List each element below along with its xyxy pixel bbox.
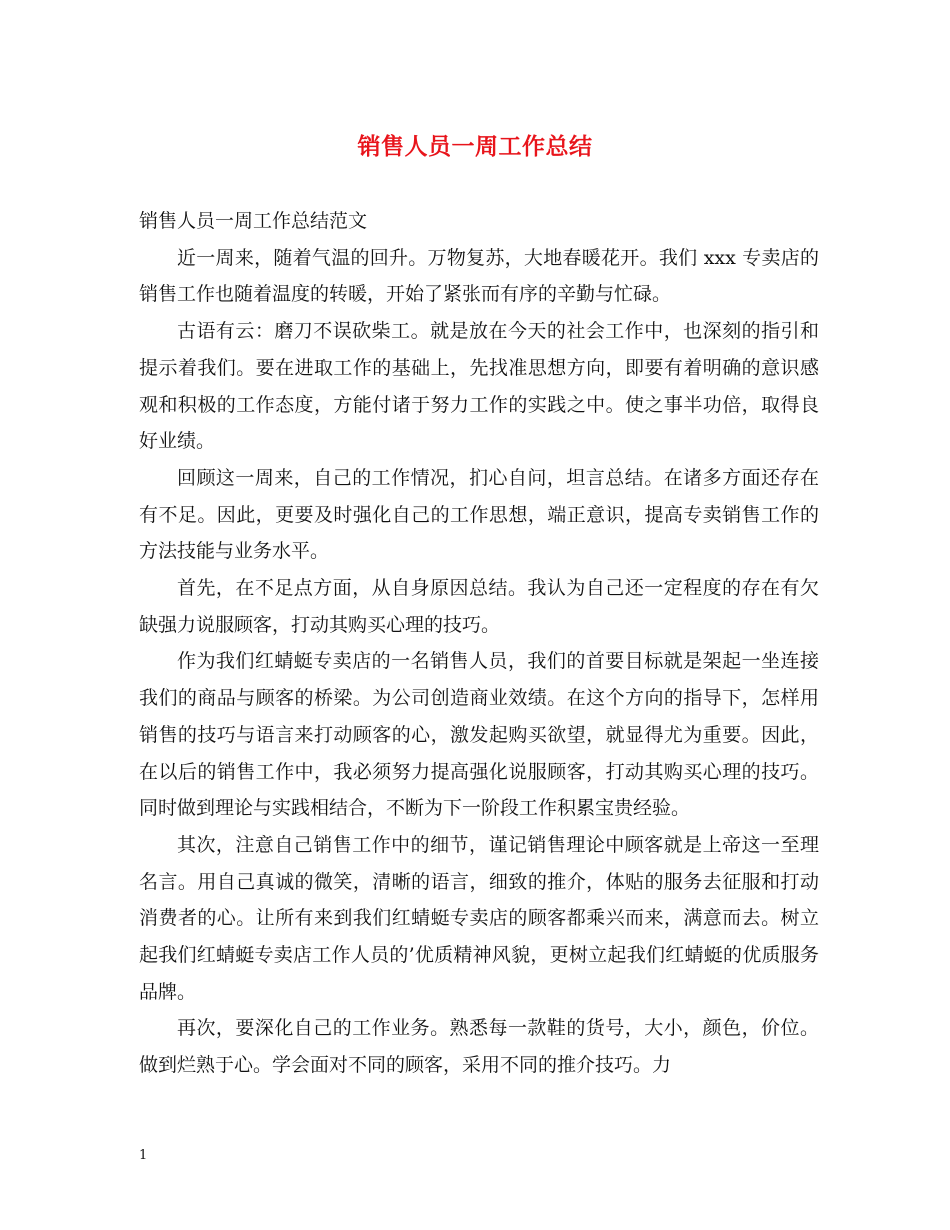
paragraph: 古语有云：磨刀不误砍柴工。就是放在今天的社会工作中，也深刻的指引和提示着我们。要在进取工作的基础上，先找准思想方向，即要有着明确的意识感观和积极的工作态度，方能付诸于努力工作的实践之中。使之事半功倍，取得良好业绩。 bbox=[139, 320, 819, 453]
paragraph: 作为我们红蜻蜓专卖店的一名销售人员，我们的首要目标就是架起一坐连接我们的商品与顾客的桥梁。为公司创造商业效绩。在这个方向的指导下，怎样用销售的技巧与语言来打动顾客的心，激发起购买欲望，就显得尤为重要。因此，在以后的销售工作中，我必须努力提高强化说服顾客，打动其购买心理的技巧。同时做到理论与实践相结合，不断为下一阶段工作积累宝贵经验。 bbox=[139, 650, 819, 820]
paragraph: 回顾这一周来，自己的工作情况，扪心自问，坦言总结。在诸多方面还存在有不足。因此，更要及时强化自己的工作思想，端正意识，提高专卖销售工作的方法技能与业务水平。 bbox=[139, 466, 819, 563]
page-number: 1 bbox=[139, 1148, 148, 1163]
paragraph: 其次，注意自己销售工作中的细节，谨记销售理论中顾客就是上帝这一至理名言。用自己真诚的微笑，清晰的语言，细致的推介，体贴的服务去征服和打动消费者的心。让所有来到我们红蜻蜓专卖店的顾客都乘兴而来，满意而去。树立起我们红蜻蜓专卖店工作人员的’优质精神风貌，更树立起我们红蜻蜓的优质服务品牌。 bbox=[139, 833, 819, 1003]
document-subtitle: 销售人员一周工作总结范文 bbox=[139, 210, 368, 232]
paragraph: 近一周来，随着气温的回升。万物复苏，大地春暖花开。我们 xxx 专卖店的销售工作也随着温度的转暖，开始了紧张而有序的辛勤与忙碌。 bbox=[139, 246, 819, 306]
paragraph: 再次，要深化自己的工作业务。熟悉每一款鞋的货号，大小，颜色，价位。做到烂熟于心。学会面对不同的顾客，采用不同的推介技巧。力 bbox=[139, 1017, 819, 1077]
paragraph: 首先，在不足点方面，从自身原因总结。我认为自己还一定程度的存在有欠缺强力说服顾客，打动其购买心理的技巧。 bbox=[139, 577, 819, 636]
document-title: 销售人员一周工作总结 bbox=[357, 133, 593, 160]
document-body bbox=[139, 203, 819, 1084]
